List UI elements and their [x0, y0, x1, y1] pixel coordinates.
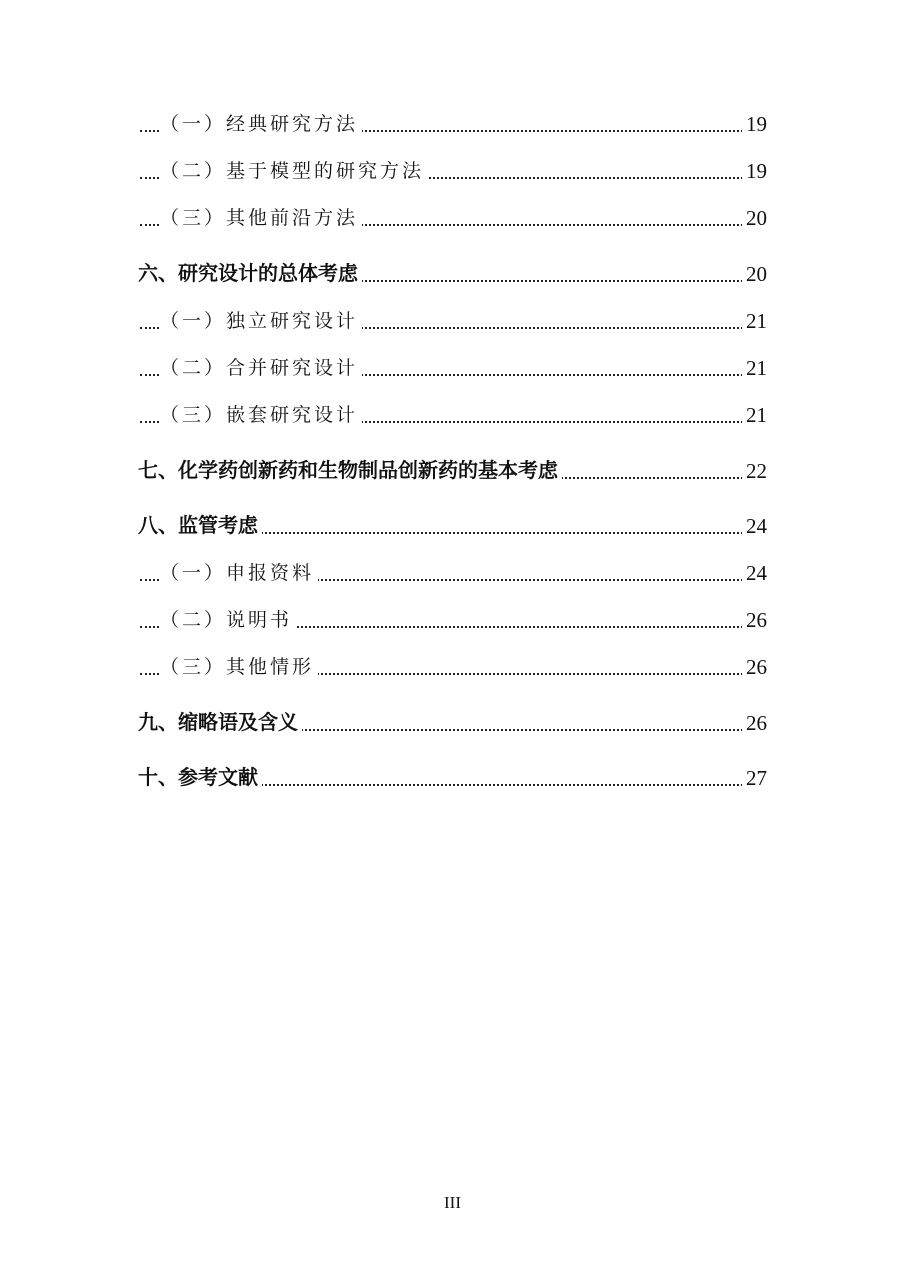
- toc-entry[interactable]: [0, 510, 905, 544]
- toc-entry-title: 八、监管考虑: [138, 509, 262, 538]
- toc-entry-page: 26: [742, 655, 767, 680]
- toc-entry-title: （一）申报资料: [160, 558, 318, 585]
- toc-entry-page: 21: [742, 309, 767, 334]
- toc-entry[interactable]: [0, 258, 905, 292]
- toc-entry-title: （一）独立研究设计: [160, 306, 362, 333]
- toc-entry[interactable]: [0, 399, 905, 433]
- toc-entry[interactable]: [0, 155, 905, 189]
- toc-entry-title: （三）嵌套研究设计: [160, 400, 362, 427]
- toc-entry[interactable]: [0, 108, 905, 142]
- toc-entry-title: 六、研究设计的总体考虑: [138, 257, 362, 286]
- toc-entry-page: 26: [742, 711, 767, 736]
- toc-entry-page: 20: [742, 262, 767, 287]
- toc-entry[interactable]: [0, 352, 905, 386]
- toc-entry-title: （三）其他前沿方法: [160, 203, 362, 230]
- toc-entry[interactable]: [0, 557, 905, 591]
- toc-entry-title: 七、化学药创新药和生物制品创新药的基本考虑: [138, 454, 562, 483]
- toc-entry[interactable]: [0, 202, 905, 236]
- toc-entry-page: 27: [742, 766, 767, 791]
- toc-entry-title: （三）其他情形: [160, 652, 318, 679]
- toc-entry-title: （一）经典研究方法: [160, 109, 362, 136]
- toc-entry-page: 20: [742, 206, 767, 231]
- toc-entry[interactable]: [0, 707, 905, 741]
- toc-entry-page: 19: [742, 159, 767, 184]
- toc-entry-page: 19: [742, 112, 767, 137]
- toc-entry-page: 24: [742, 514, 767, 539]
- toc-entry-page: 22: [742, 459, 767, 484]
- toc-entry[interactable]: [0, 651, 905, 685]
- toc-entry-title: （二）说明书: [160, 605, 296, 632]
- toc-entry[interactable]: [0, 604, 905, 638]
- toc-entry-page: 26: [742, 608, 767, 633]
- toc-entry[interactable]: [0, 455, 905, 489]
- toc-entry-title: （二）合并研究设计: [160, 353, 362, 380]
- toc-entry-title: 十、参考文献: [138, 761, 262, 790]
- toc-entry-title: 九、缩略语及含义: [138, 706, 302, 735]
- toc-entry[interactable]: [0, 762, 905, 796]
- toc-entry-page: 21: [742, 403, 767, 428]
- toc-entry[interactable]: [0, 305, 905, 339]
- toc-entry-page: 24: [742, 561, 767, 586]
- footer-page-number: III: [444, 1193, 461, 1212]
- toc-entry-title: （二）基于模型的研究方法: [160, 156, 428, 183]
- toc-entry-page: 21: [742, 356, 767, 381]
